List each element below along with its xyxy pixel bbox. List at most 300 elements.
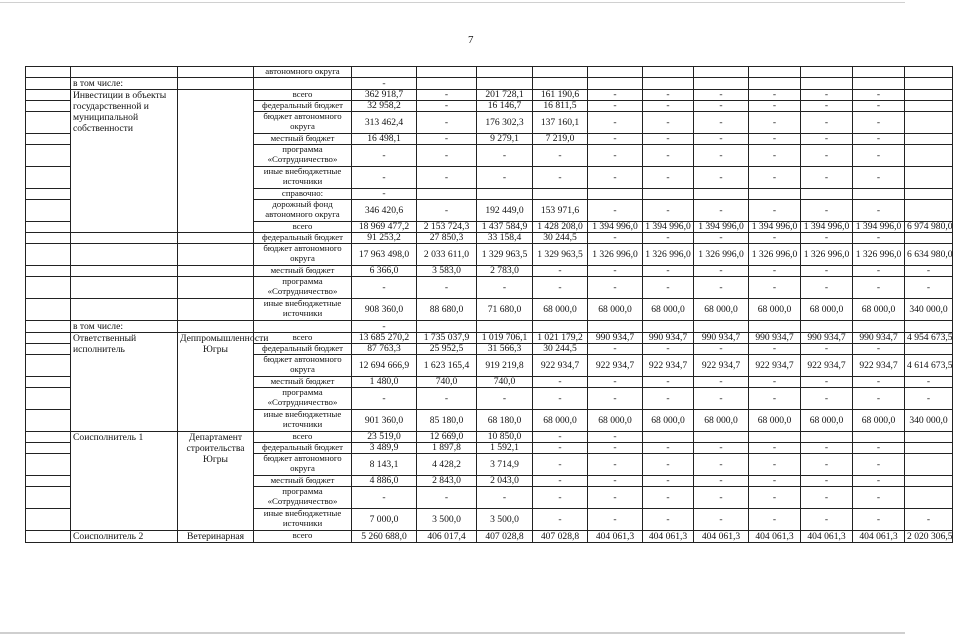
amount-cell: - <box>588 377 643 388</box>
margin-cell <box>26 266 71 277</box>
margin-cell <box>26 244 71 266</box>
amount-cell: 919 219,8 <box>477 355 533 377</box>
amount-cell: 7 219,0 <box>533 134 588 145</box>
amount-cell: 3 583,0 <box>417 266 477 277</box>
amount-cell: - <box>905 266 953 277</box>
amount-cell <box>417 67 477 78</box>
amount-cell: - <box>643 200 694 222</box>
amount-cell: - <box>533 266 588 277</box>
amount-cell: - <box>643 388 694 410</box>
margin-cell <box>26 200 71 222</box>
funding-source-cell: дорожный фонд автономного округа <box>254 200 352 222</box>
amount-cell: 4 954 673,5 <box>905 333 953 344</box>
margin-cell <box>26 67 71 78</box>
amount-cell: - <box>853 443 905 454</box>
table-row <box>26 78 953 90</box>
amount-cell <box>801 432 853 443</box>
amount-cell <box>905 344 953 355</box>
amount-cell: - <box>853 377 905 388</box>
amount-cell <box>749 67 801 78</box>
margin-cell <box>26 333 71 344</box>
row-group-label: Ответственный исполнитель <box>71 333 178 432</box>
row-group-label: в том числе: <box>71 78 178 90</box>
amount-cell: - <box>905 377 953 388</box>
funding-source-cell: федеральный бюджет <box>254 443 352 454</box>
amount-cell: - <box>853 277 905 299</box>
amount-cell: 13 685 270,2 <box>352 333 417 344</box>
amount-cell: 31 566,3 <box>477 344 533 355</box>
amount-cell: 1 897,8 <box>417 443 477 454</box>
amount-cell: - <box>905 277 953 299</box>
amount-cell: - <box>643 454 694 476</box>
funding-source-cell: местный бюджет <box>254 266 352 277</box>
amount-cell: - <box>801 167 853 189</box>
amount-cell: - <box>352 277 417 299</box>
amount-cell: 8 143,1 <box>352 454 417 476</box>
amount-cell: - <box>588 443 643 454</box>
amount-cell: 1 394 996,0 <box>643 222 694 233</box>
row-group-label <box>71 233 178 244</box>
amount-cell: - <box>749 443 801 454</box>
amount-cell: 27 850,3 <box>417 233 477 244</box>
amount-cell: 1 019 706,1 <box>477 333 533 344</box>
amount-cell: - <box>643 233 694 244</box>
amount-cell: 201 728,1 <box>477 90 533 101</box>
amount-cell: - <box>352 78 417 90</box>
amount-cell: 23 519,0 <box>352 432 417 443</box>
amount-cell <box>905 476 953 487</box>
amount-cell: - <box>801 443 853 454</box>
amount-cell: - <box>694 167 749 189</box>
amount-cell: - <box>749 200 801 222</box>
amount-cell <box>694 189 749 200</box>
amount-cell <box>533 321 588 333</box>
amount-cell: - <box>749 167 801 189</box>
funding-source-cell: бюджет автономного округа <box>254 454 352 476</box>
amount-cell: - <box>694 277 749 299</box>
executor-cell <box>178 90 254 233</box>
amount-cell: 153 971,6 <box>533 200 588 222</box>
funding-source-cell: бюджет автономного округа <box>254 112 352 134</box>
amount-cell: - <box>801 388 853 410</box>
amount-cell: - <box>801 377 853 388</box>
amount-cell <box>905 112 953 134</box>
amount-cell: 1 326 996,0 <box>588 244 643 266</box>
funding-source-cell: программа «Сотрудничество» <box>254 487 352 509</box>
executor-cell <box>178 233 254 244</box>
amount-cell <box>905 101 953 112</box>
amount-cell: 1 326 996,0 <box>801 244 853 266</box>
executor-cell <box>178 266 254 277</box>
amount-cell: 3 489,9 <box>352 443 417 454</box>
margin-cell <box>26 90 71 101</box>
amount-cell: - <box>477 487 533 509</box>
executor-cell: Ветеринарная <box>178 531 254 543</box>
amount-cell <box>853 78 905 90</box>
amount-cell: - <box>417 134 477 145</box>
margin-cell <box>26 134 71 145</box>
amount-cell: - <box>643 266 694 277</box>
amount-cell: - <box>643 344 694 355</box>
amount-cell: - <box>352 487 417 509</box>
amount-cell: 1 326 996,0 <box>853 244 905 266</box>
amount-cell: - <box>417 200 477 222</box>
amount-cell: 740,0 <box>477 377 533 388</box>
amount-cell: 85 180,0 <box>417 410 477 432</box>
amount-cell: 68 000,0 <box>853 299 905 321</box>
amount-cell <box>694 321 749 333</box>
row-group-label <box>71 277 178 299</box>
amount-cell <box>352 67 417 78</box>
amount-cell: 68 180,0 <box>477 410 533 432</box>
amount-cell: 1 428 208,0 <box>533 222 588 233</box>
funding-source-cell: всего <box>254 333 352 344</box>
amount-cell: - <box>801 101 853 112</box>
amount-cell: 990 934,7 <box>694 333 749 344</box>
table-row <box>26 266 953 277</box>
amount-cell: 1 329 963,5 <box>477 244 533 266</box>
amount-cell: 404 061,3 <box>588 531 643 543</box>
amount-cell: 68 000,0 <box>533 410 588 432</box>
amount-cell: - <box>588 487 643 509</box>
amount-cell: 990 934,7 <box>749 333 801 344</box>
amount-cell: - <box>417 388 477 410</box>
amount-cell: 362 918,7 <box>352 90 417 101</box>
row-group-label <box>71 67 178 78</box>
funding-source-cell: иные внебюджетные источники <box>254 167 352 189</box>
amount-cell: - <box>694 101 749 112</box>
amount-cell: 68 000,0 <box>749 299 801 321</box>
amount-cell: 922 934,7 <box>533 355 588 377</box>
amount-cell <box>749 321 801 333</box>
funding-source-cell: иные внебюджетные источники <box>254 410 352 432</box>
amount-cell: 922 934,7 <box>801 355 853 377</box>
executor-cell: Деппромышленности Югры <box>178 333 254 432</box>
amount-cell: - <box>749 487 801 509</box>
amount-cell: - <box>694 487 749 509</box>
amount-cell: - <box>749 101 801 112</box>
amount-cell: 17 963 498,0 <box>352 244 417 266</box>
margin-cell <box>26 487 71 509</box>
amount-cell: 30 244,5 <box>533 233 588 244</box>
amount-cell: - <box>533 454 588 476</box>
amount-cell <box>905 78 953 90</box>
amount-cell: - <box>643 134 694 145</box>
amount-cell: 137 160,1 <box>533 112 588 134</box>
amount-cell <box>694 432 749 443</box>
amount-cell: - <box>749 112 801 134</box>
scan-edge-top <box>0 2 905 3</box>
executor-cell <box>178 277 254 299</box>
margin-cell <box>26 432 71 443</box>
funding-source-cell: федеральный бюджет <box>254 344 352 355</box>
amount-cell: - <box>588 432 643 443</box>
amount-cell: - <box>588 90 643 101</box>
amount-cell: - <box>853 145 905 167</box>
budget-table-wrapper <box>25 66 953 543</box>
amount-cell: - <box>853 454 905 476</box>
amount-cell: 68 000,0 <box>853 410 905 432</box>
amount-cell <box>905 90 953 101</box>
amount-cell: 10 850,0 <box>477 432 533 443</box>
amount-cell: 3 714,9 <box>477 454 533 476</box>
amount-cell: - <box>533 388 588 410</box>
amount-cell: - <box>801 134 853 145</box>
amount-cell: 4 614 673,5 <box>905 355 953 377</box>
amount-cell <box>853 189 905 200</box>
amount-cell: - <box>533 476 588 487</box>
amount-cell: 922 934,7 <box>588 355 643 377</box>
margin-cell <box>26 454 71 476</box>
amount-cell: - <box>694 90 749 101</box>
amount-cell: - <box>643 145 694 167</box>
amount-cell: 340 000,0 <box>905 299 953 321</box>
amount-cell: 1 394 996,0 <box>588 222 643 233</box>
margin-cell <box>26 531 71 543</box>
funding-source-cell: всего <box>254 531 352 543</box>
row-group-label <box>71 266 178 277</box>
amount-cell: - <box>477 167 533 189</box>
amount-cell: 407 028,8 <box>477 531 533 543</box>
amount-cell: 2 020 306,5 <box>905 531 953 543</box>
funding-source-cell: автономного округа <box>254 67 352 78</box>
amount-cell: 404 061,3 <box>853 531 905 543</box>
amount-cell: - <box>749 277 801 299</box>
amount-cell: 1 592,1 <box>477 443 533 454</box>
amount-cell: 3 500,0 <box>477 509 533 531</box>
amount-cell <box>694 78 749 90</box>
amount-cell: - <box>417 90 477 101</box>
amount-cell: - <box>905 509 953 531</box>
amount-cell: 1 394 996,0 <box>749 222 801 233</box>
executor-cell: Департамент строительства Югры <box>178 432 254 531</box>
amount-cell: 990 934,7 <box>643 333 694 344</box>
amount-cell <box>749 432 801 443</box>
amount-cell: 922 934,7 <box>694 355 749 377</box>
amount-cell: 4 886,0 <box>352 476 417 487</box>
amount-cell <box>643 432 694 443</box>
amount-cell: - <box>533 377 588 388</box>
amount-cell <box>749 78 801 90</box>
amount-cell <box>905 67 953 78</box>
amount-cell: 1 735 037,9 <box>417 333 477 344</box>
funding-source-cell: местный бюджет <box>254 377 352 388</box>
amount-cell <box>477 321 533 333</box>
amount-cell: - <box>643 443 694 454</box>
margin-cell <box>26 476 71 487</box>
funding-source-cell: программа «Сотрудничество» <box>254 388 352 410</box>
funding-source-cell: местный бюджет <box>254 134 352 145</box>
amount-cell <box>477 67 533 78</box>
amount-cell: 404 061,3 <box>801 531 853 543</box>
amount-cell: - <box>588 112 643 134</box>
amount-cell: - <box>749 476 801 487</box>
amount-cell <box>417 321 477 333</box>
amount-cell <box>533 67 588 78</box>
amount-cell: 1 623 165,4 <box>417 355 477 377</box>
amount-cell: 908 360,0 <box>352 299 417 321</box>
amount-cell: 407 028,8 <box>533 531 588 543</box>
amount-cell: - <box>588 134 643 145</box>
funding-source-cell <box>254 321 352 333</box>
amount-cell: 3 500,0 <box>417 509 477 531</box>
amount-cell: - <box>694 454 749 476</box>
amount-cell: - <box>588 277 643 299</box>
amount-cell: - <box>853 388 905 410</box>
amount-cell <box>905 233 953 244</box>
row-group-label: Инвестиции в объекты государственной и муниципальной собственности <box>71 90 178 233</box>
funding-source-cell: иные внебюджетные источники <box>254 299 352 321</box>
amount-cell: - <box>588 233 643 244</box>
amount-cell: - <box>694 200 749 222</box>
amount-cell: 1 480,0 <box>352 377 417 388</box>
amount-cell: - <box>643 167 694 189</box>
amount-cell: 2 153 724,3 <box>417 222 477 233</box>
funding-source-cell: всего <box>254 90 352 101</box>
amount-cell: - <box>853 476 905 487</box>
amount-cell: - <box>533 167 588 189</box>
table-row <box>26 244 953 266</box>
table-row <box>26 432 953 443</box>
amount-cell: - <box>749 90 801 101</box>
amount-cell: 922 934,7 <box>749 355 801 377</box>
amount-cell: 68 000,0 <box>588 410 643 432</box>
row-group-label: Соисполнитель 2 <box>71 531 178 543</box>
table-row <box>26 299 953 321</box>
amount-cell: - <box>749 377 801 388</box>
amount-cell <box>533 189 588 200</box>
amount-cell: 25 952,5 <box>417 344 477 355</box>
row-group-label: в том числе: <box>71 321 178 333</box>
margin-cell <box>26 112 71 134</box>
amount-cell <box>643 67 694 78</box>
amount-cell <box>905 189 953 200</box>
margin-cell <box>26 233 71 244</box>
amount-cell: - <box>749 266 801 277</box>
amount-cell: 12 694 666,9 <box>352 355 417 377</box>
amount-cell: - <box>417 145 477 167</box>
amount-cell <box>749 189 801 200</box>
amount-cell: 1 394 996,0 <box>801 222 853 233</box>
amount-cell: 404 061,3 <box>643 531 694 543</box>
amount-cell: 313 462,4 <box>352 112 417 134</box>
amount-cell: - <box>643 112 694 134</box>
margin-cell <box>26 277 71 299</box>
funding-source-cell: всего <box>254 432 352 443</box>
amount-cell: - <box>588 145 643 167</box>
amount-cell: - <box>643 509 694 531</box>
amount-cell: - <box>853 101 905 112</box>
amount-cell <box>588 78 643 90</box>
table-row <box>26 233 953 244</box>
amount-cell: 340 000,0 <box>905 410 953 432</box>
amount-cell: - <box>588 200 643 222</box>
amount-cell: - <box>801 200 853 222</box>
amount-cell: 91 253,2 <box>352 233 417 244</box>
amount-cell: - <box>643 487 694 509</box>
amount-cell: 6 366,0 <box>352 266 417 277</box>
amount-cell: - <box>801 112 853 134</box>
amount-cell: 990 934,7 <box>588 333 643 344</box>
amount-cell: - <box>352 189 417 200</box>
amount-cell: - <box>417 277 477 299</box>
margin-cell <box>26 101 71 112</box>
amount-cell: 88 680,0 <box>417 299 477 321</box>
amount-cell: 406 017,4 <box>417 531 477 543</box>
amount-cell: - <box>694 509 749 531</box>
amount-cell: 1 021 179,2 <box>533 333 588 344</box>
amount-cell <box>588 321 643 333</box>
amount-cell <box>905 321 953 333</box>
amount-cell: 68 000,0 <box>801 410 853 432</box>
amount-cell: - <box>853 200 905 222</box>
amount-cell: - <box>643 101 694 112</box>
amount-cell: - <box>533 443 588 454</box>
funding-source-cell: федеральный бюджет <box>254 233 352 244</box>
amount-cell: - <box>801 266 853 277</box>
amount-cell <box>905 454 953 476</box>
amount-cell: - <box>749 344 801 355</box>
amount-cell: - <box>588 454 643 476</box>
amount-cell: - <box>694 266 749 277</box>
amount-cell <box>905 134 953 145</box>
amount-cell: 7 000,0 <box>352 509 417 531</box>
margin-cell <box>26 145 71 167</box>
amount-cell: - <box>853 509 905 531</box>
margin-cell <box>26 443 71 454</box>
amount-cell: - <box>588 509 643 531</box>
amount-cell: 5 260 688,0 <box>352 531 417 543</box>
amount-cell: - <box>853 167 905 189</box>
amount-cell: - <box>694 377 749 388</box>
amount-cell: - <box>417 487 477 509</box>
amount-cell: - <box>533 487 588 509</box>
table-row <box>26 67 953 78</box>
amount-cell <box>417 78 477 90</box>
amount-cell: - <box>749 454 801 476</box>
amount-cell: - <box>853 112 905 134</box>
amount-cell: - <box>749 509 801 531</box>
funding-source-cell <box>254 78 352 90</box>
amount-cell <box>533 78 588 90</box>
funding-source-cell: бюджет автономного округа <box>254 355 352 377</box>
amount-cell: 68 000,0 <box>801 299 853 321</box>
amount-cell: - <box>533 277 588 299</box>
amount-cell: - <box>352 167 417 189</box>
funding-source-cell: иные внебюджетные источники <box>254 509 352 531</box>
amount-cell: - <box>477 145 533 167</box>
amount-cell: - <box>694 112 749 134</box>
amount-cell: 1 326 996,0 <box>643 244 694 266</box>
amount-cell: 30 244,5 <box>533 344 588 355</box>
amount-cell: - <box>749 134 801 145</box>
amount-cell: 2 783,0 <box>477 266 533 277</box>
amount-cell: 922 934,7 <box>643 355 694 377</box>
amount-cell: 1 437 584,9 <box>477 222 533 233</box>
amount-cell: - <box>352 321 417 333</box>
amount-cell: 71 680,0 <box>477 299 533 321</box>
amount-cell: - <box>694 388 749 410</box>
margin-cell <box>26 321 71 333</box>
executor-cell <box>178 321 254 333</box>
amount-cell <box>853 67 905 78</box>
amount-cell: - <box>801 454 853 476</box>
amount-cell: 68 000,0 <box>588 299 643 321</box>
amount-cell: - <box>694 476 749 487</box>
amount-cell: - <box>533 145 588 167</box>
amount-cell: - <box>417 167 477 189</box>
amount-cell: 68 000,0 <box>694 410 749 432</box>
